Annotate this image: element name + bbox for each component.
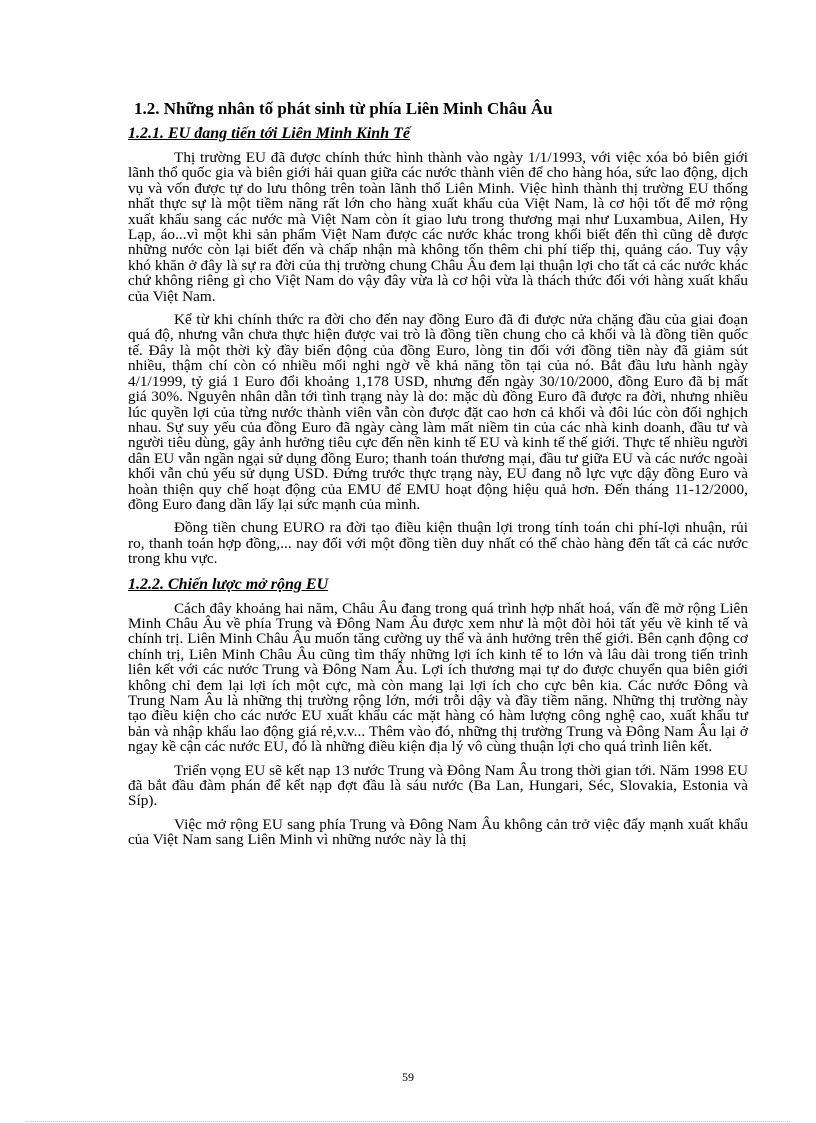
- page-number: 59: [402, 1070, 414, 1084]
- paragraph: Việc mở rộng EU sang phía Trung và Đông Nam Âu không cản trở việc đẩy mạnh xuất khẩu của Việt Nam sang Liên Minh vì những nước này là thị: [128, 815, 748, 849]
- paragraph: Thị trường EU đã được chính thức hình thành vào ngày 1/1/1993, với việc xóa bỏ biên giới lãnh thổ quốc gia và biên giới hải quan giữa các nước thành viên để cho hàng hóa, sức lao động, dịch vụ và vốn được tự do lưu thông trên toàn lãnh thổ Liên Minh. Việc hình thành thị trường EU thống nhất thực sự là một tiềm năng rất lớn cho hàng xuất khẩu của Việt Nam, là cơ hội tốt để mở rộng xuất khẩu sang các nước mà Việt Nam còn ít giao lưu trong thương mại như Luxambua, Ailen, Hy Lạp, áo...vì một khi sản phẩm Việt Nam được các nước khác trong khối biết đến thì cũng dễ được những nước còn lại biết đến và chấp nhận mà không tốn thêm chi phí tiếp thị, quảng cáo. Tuy vậy khó khăn ở đây là sự ra đời của thị trường chung Châu Âu đem lại thuận lợi cho tất cả các nước khác chứ không riêng gì cho Việt Nam do vậy đây vừa là cơ hội vừa là thách thức đối với hàng xuất khẩu của Việt Nam.: [128, 149, 748, 305]
- page-bottom-divider: [26, 1121, 790, 1122]
- paragraph: Triển vọng EU sẽ kết nạp 13 nước Trung và Đông Nam Âu trong thời gian tới. Năm 1998 EU đã bắt đầu đàm phán để kết nạp đợt đầu là sáu nước (Ba Lan, Hungari, Séc, Slovakia, Estonia và Síp).: [128, 761, 748, 810]
- paragraph: Đồng tiền chung EURO ra đời tạo điều kiện thuận lợi trong tính toán chi phí-lợi nhuận, rủi ro, thanh toán hợp đồng,... nay đối với một đồng tiền duy nhất có thể chào hàng đến tất cả các nước trong khu vực.: [128, 519, 748, 568]
- subsection-heading-eu-expansion: 1.2.2. Chiến lược mở rộng EU: [128, 575, 329, 593]
- paragraph: Kể từ khi chính thức ra đời cho đến nay đồng Euro đã đi được nửa chặng đầu của giai đoạn quá độ, nhưng vẫn chưa thực hiện được vai trò là đồng tiền chung cho cả khối và là đồng tiền quốc tế. Đây là một thời kỳ đầy biến động của đồng Euro, lòng tin đối với đồng tiền này đã giảm sút nhiều, thậm chí còn có nhiều mối nghi ngờ về khả năng tồn tại của nó. Bắt đầu lưu hành ngày 4/1/1999, tỷ giá 1 Euro đổi khoảng 1,178 USD, nhưng đến ngày 30/10/2000, đồng Euro đã bị mất giá 30%. Nguyên nhân dẫn tới tình trạng này là do: mặc dù đồng Euro đã được ra đời, nhưng nhiều lúc quyền lợi của từng nước thành viên vẫn còn được đặt cao hơn cả khối và đôi lúc còn đối nghịch nhau. Sự suy yếu của đồng Euro đã ngày càng làm mất niềm tin của các nhà kinh doanh, đầu tư và người tiêu dùng, gây ảnh hưởng tiêu cực đến nền kinh tế EU và kinh tế thế giới. Thực tế nhiều người dân EU vẫn ngần ngại sử dụng đồng Euro; thanh toán thương mại, đầu tư giữa EU và các nước ngoài khối vẫn chủ yếu sử dụng USD. Đứng trước thực trạng này, EU đang nỗ lực vực dậy đồng Euro và hoàn thiện quy chế hoạt động của EMU để EMU hoạt động hiệu quả hơn. Đến tháng 11-12/2000, đồng Euro đang dần lấy lại sức mạnh của mình.: [128, 311, 748, 513]
- section-heading: 1.2. Những nhân tố phát sinh từ phía Liên Minh Châu Âu: [134, 99, 553, 118]
- document-page: [128, 98, 748, 856]
- subsection-heading-eu-economic-union: 1.2.1. EU đang tiến tới Liên Minh Kinh Tế: [128, 125, 410, 142]
- paragraph: Cách đây khoảng hai năm, Châu Âu đang trong quá trình hợp nhất hoá, vấn đề mở rộng Liên Minh Châu Âu về phía Trung và Đông Nam Âu được xem như là một đòi hỏi tất yếu về kinh tế và chính trị. Liên Minh Châu Âu muốn tăng cường uy thế và ảnh hưởng trên thế giới. Bên cạnh động cơ chính trị, Liên Minh Châu Âu cũng tìm thấy những lợi ích kinh tế to lớn và lâu dài trong tiến trình liên kết với các nước Trung và Đông Nam Âu. Lợi ích thương mại tự do được chuyển qua biên giới không chỉ đem lại lợi ích một cực, mà còn mang lại lợi ích cho cực bên kia. Các nước Đông và Trung Nam Âu là những thị trường rộng lớn, mới trỗi dậy và đầy tiềm năng. Những thị trường này tạo điều kiện cho các nước EU xuất khẩu các mặt hàng có hàm lượng công nghệ cao, xuất khẩu tư bản và nhập khẩu lao động giá rẻ,v.v... Thêm vào đó, những thị trường Trung và Đông Nam Âu lại ở ngay kề cận các nước EU, đó là những điều kiện địa lý vô cùng thuận lợi cho quá trình liên kết.: [128, 599, 748, 756]
